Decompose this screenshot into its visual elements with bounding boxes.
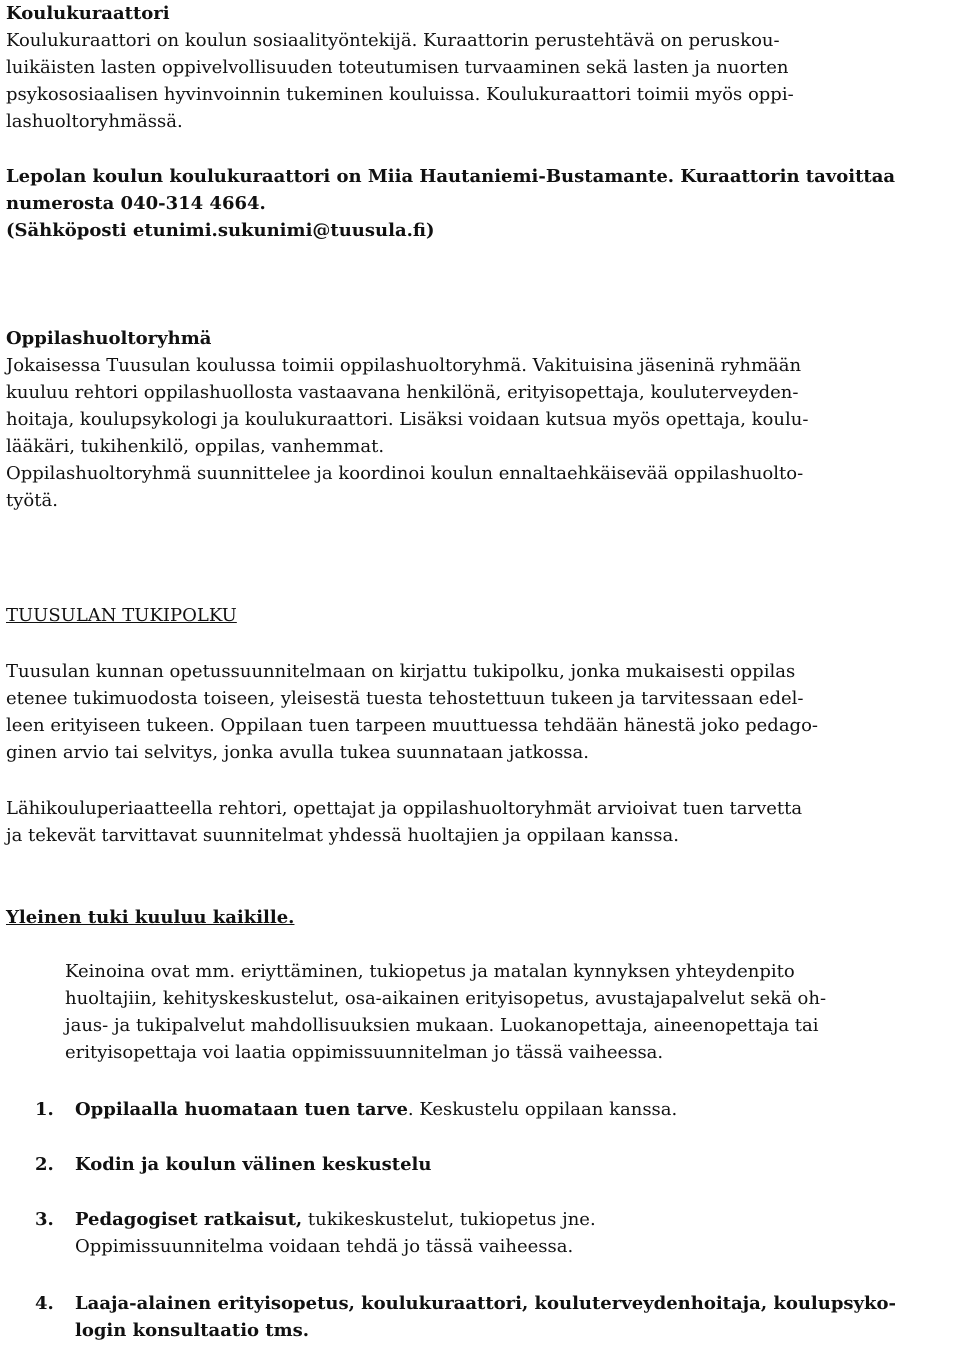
kuraattori-section [6, 0, 956, 135]
paragraph-line: etenee tukimuodosta toiseen, yleisestä tuesta tehostettuun tukeen ja tarvitessaan edel- [6, 688, 804, 709]
paragraph-line: Koulukuraattori on koulun sosiaalityöntekijä. Kuraattorin perustehtävä on peruskou- [6, 30, 780, 51]
oppilashuolto-section [6, 325, 956, 514]
paragraph-line: lashuoltoryhmässä. [6, 111, 183, 132]
tukipolku-paragraph-1 [6, 658, 956, 766]
paragraph-line: luikäisten lasten oppivelvollisuuden toteutumisen turvaaminen sekä lasten ja nuorten [6, 57, 789, 78]
yleinen-paragraph [65, 958, 955, 1066]
list-item-rest: . Keskustelu oppilaan kanssa. [407, 1099, 678, 1120]
section-heading: Koulukuraattori [6, 3, 170, 24]
list-item-rest: tukikeskustelut, tukiopetus jne. [302, 1209, 596, 1230]
list-item-number: 4. [35, 1293, 54, 1314]
contact-line: numerosta 040-314 4664. [6, 193, 266, 214]
paragraph-line: huoltajiin, kehityskeskustelut, osa-aikainen erityisopetus, avustajapalvelut sekä oh- [65, 988, 827, 1009]
list-item-text [75, 1290, 955, 1344]
kuraattori-contact [6, 163, 956, 244]
list-item-continuation: login konsultaatio tms. [75, 1320, 310, 1341]
list-item-text [75, 1206, 955, 1260]
list-item-number: 2. [35, 1154, 54, 1175]
paragraph-line: erityisopettaja voi laatia oppimissuunnitelman jo tässä vaiheessa. [65, 1042, 664, 1063]
paragraph-line: Lähikouluperiaatteella rehtori, opettajat ja oppilashuoltoryhmät arvioivat tuen tarvetta [6, 798, 803, 819]
yleinen-heading-block [6, 904, 956, 931]
list-item-number: 3. [35, 1209, 54, 1230]
paragraph-line: jaus- ja tukipalvelut mahdollisuuksien mukaan. Luokanopettaja, aineenopettaja tai [65, 1015, 819, 1036]
list-item-bold: Kodin ja koulun välinen keskustelu [75, 1154, 432, 1175]
section-heading: Oppilashuoltoryhmä [6, 328, 212, 349]
paragraph-line: hoitaja, koulupsykologi ja koulukuraattori. Lisäksi voidaan kutsua myös opettaja, koulu- [6, 409, 809, 430]
list-item-bold: Pedagogiset ratkaisut, [75, 1209, 303, 1230]
paragraph-line: Oppilashuoltoryhmä suunnittelee ja koordinoi koulun ennaltaehkäisevää oppilashuolto- [6, 463, 804, 484]
list-item-continuation: Oppimissuunnitelma voidaan tehdä jo tässä vaiheessa. [75, 1236, 574, 1257]
paragraph-line: Keinoina ovat mm. eriyttäminen, tukiopetus ja matalan kynnyksen yhteydenpito [65, 961, 795, 982]
paragraph-line: Tuusulan kunnan opetussuunnitelmaan on kirjattu tukipolku, jonka mukaisesti oppilas [6, 661, 796, 682]
paragraph-line: kuuluu rehtori oppilashuollosta vastaavana henkilönä, erityisopettaja, kouluterveyden- [6, 382, 799, 403]
list-item-number: 1. [35, 1099, 54, 1120]
contact-email-line: (Sähköposti etunimi.sukunimi@tuusula.fi) [6, 220, 435, 241]
list-item-text [75, 1151, 955, 1178]
list-item-bold: Oppilaalla huomataan tuen tarve [75, 1099, 408, 1120]
section-heading: Yleinen tuki kuuluu kaikille. [6, 907, 295, 928]
tukipolku-paragraph-2 [6, 795, 956, 849]
paragraph-line: Jokaisessa Tuusulan koulussa toimii oppilashuoltoryhmä. Vakituisina jäseninä ryhmään [6, 355, 802, 376]
section-heading: TUUSULAN TUKIPOLKU [6, 605, 237, 626]
paragraph-line: leen erityiseen tukeen. Oppilaan tuen tarpeen muuttuessa tehdään hänestä joko pedago- [6, 715, 818, 736]
paragraph-line: ja tekevät tarvittavat suunnitelmat yhdessä huoltajien ja oppilaan kanssa. [6, 825, 679, 846]
list-item-bold: Laaja-alainen erityisopetus, koulukuraattori, kouluterveydenhoitaja, koulupsyko- [75, 1293, 896, 1314]
paragraph-line: ginen arvio tai selvitys, jonka avulla tukea suunnataan jatkossa. [6, 742, 589, 763]
contact-line: Lepolan koulun koulukuraattori on Miia Hautaniemi-Bustamante. Kuraattorin tavoittaa [6, 166, 896, 187]
paragraph-line: lääkäri, tukihenkilö, oppilas, vanhemmat. [6, 436, 385, 457]
paragraph-line: psykososiaalisen hyvinvoinnin tukeminen kouluissa. Koulukuraattori toimii myös oppi- [6, 84, 794, 105]
tukipolku-heading-block [6, 602, 956, 629]
paragraph-line: työtä. [6, 490, 58, 511]
list-item-text [75, 1096, 955, 1123]
